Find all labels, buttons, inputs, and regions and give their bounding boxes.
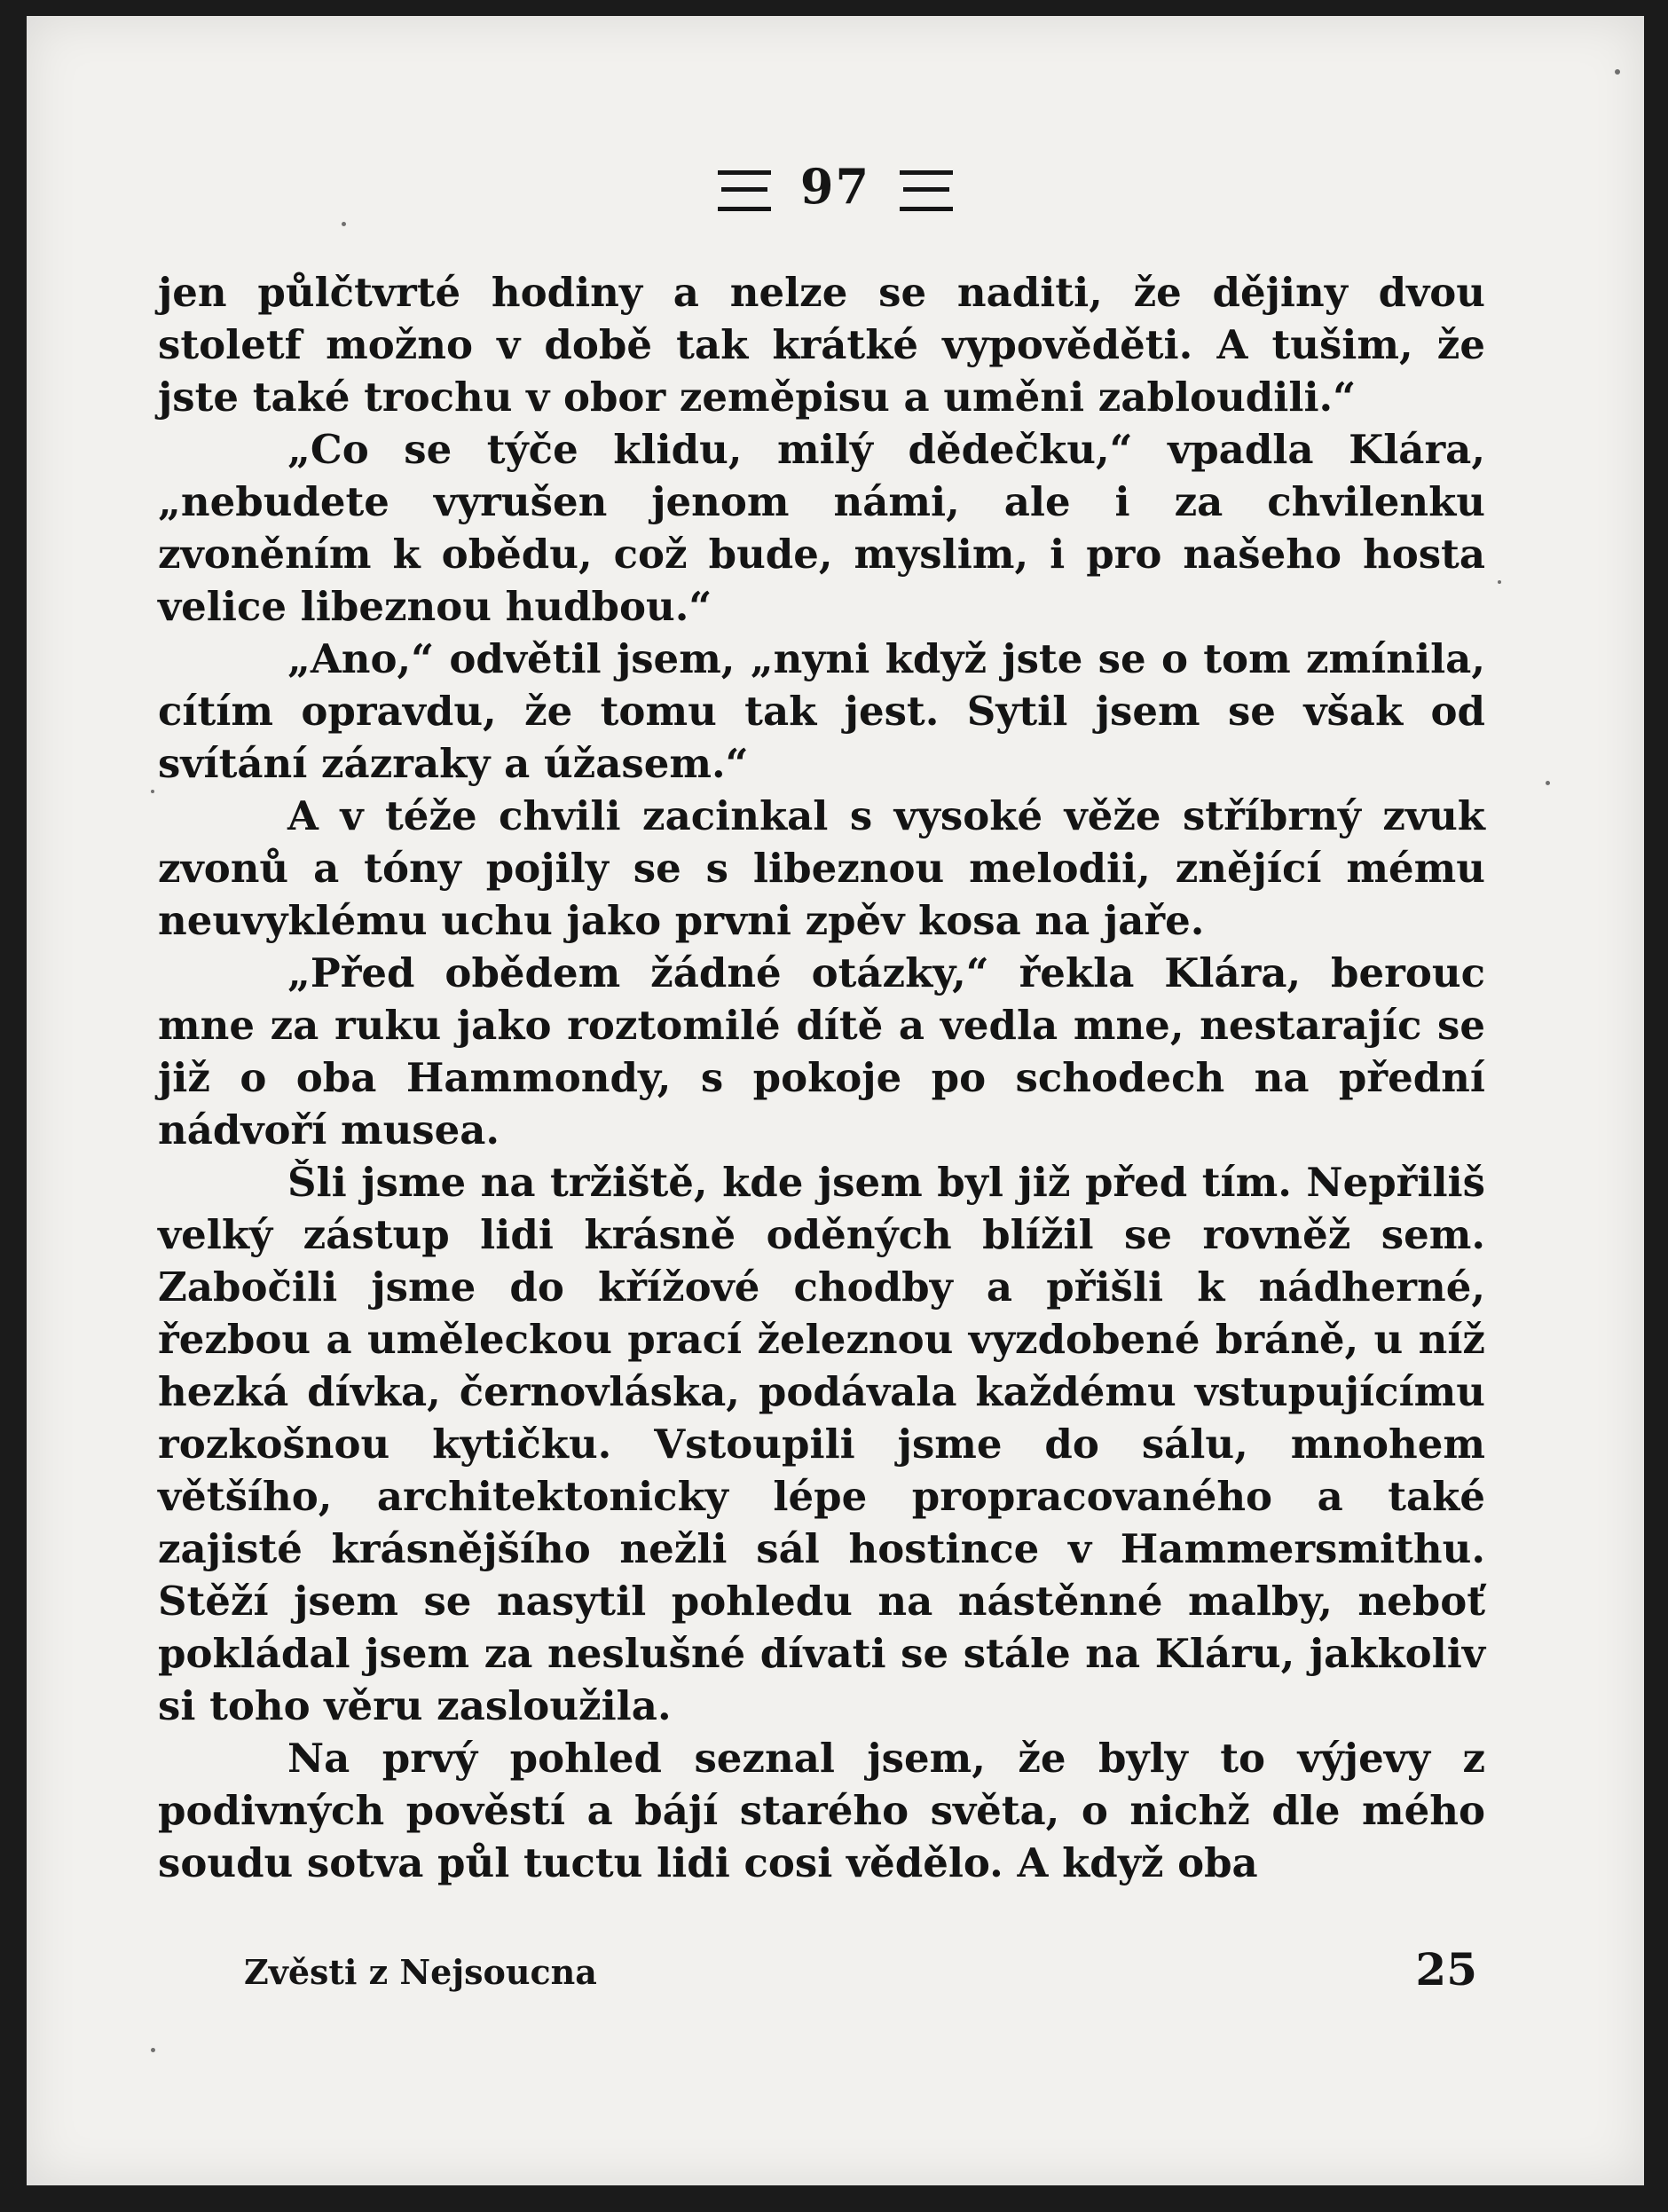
scan-speck-icon <box>151 790 154 793</box>
paragraph: Šli jsme na tržiště, kde jsem byl již před tím. Nepřiliš velký zástup lidi krásně oděných blížil se rovněž sem. Zabočili jsme do křížové chodby a přišli k nádherné, řezbou a uměleckou prací železnou vyzdobené bráně, u níž hezká dívka, černovláska, podávala každému vstupujícímu rozkošnou kytičku. Vstoupili jsme do sálu, mnohem většího, architektonicky lépe propracovaného a také zajisté krásnějšího nežli sál hostince v Hammersmithu. Stěží jsem se nasytil pohledu na nástěnné malby, neboť pokládal jsem za neslušné dívati se stále na Kláru, jakkoliv si toho věru zasloužila. <box>158 1159 1485 1729</box>
ornament-left-icon <box>718 170 771 211</box>
scan-speck-icon <box>342 222 346 226</box>
book-page <box>27 16 1644 2185</box>
scan-speck-icon <box>1498 580 1501 584</box>
signature-mark: Zvěsti z Nejsoucna <box>244 1952 597 1992</box>
paragraph: A v téže chvili zacinkal s vysoké věže stříbrný zvuk zvonů a tóny pojily se s libeznou melodii, znějící mému neuvyklému uchu jako prvni zpěv kosa na jaře. <box>158 792 1485 944</box>
page-number: 97 <box>799 158 871 215</box>
scan-speck-icon <box>151 2048 155 2052</box>
scan-speck-icon <box>1615 69 1620 75</box>
paragraph: „Co se týče klidu, milý dědečku,“ vpadla Klára, „nebudete vyrušen jenom námi, ale i za chvilenku zvoněním k obědu, což bude, myslim, i pro našeho hosta velice libeznou hudbou.“ <box>158 426 1485 630</box>
ornament-right-icon <box>900 170 953 211</box>
paragraph: „Ano,“ odvětil jsem, „nyni když jste se o tom zmínila, cítím opravdu, že tomu tak jest. Sytil jsem se však od svítání zázraky a úžasem.“ <box>158 635 1485 787</box>
body-text <box>158 266 1485 1889</box>
paragraph: jen půlčtvrté hodiny a nelze se naditi, že dějiny dvou stoletf možno v době tak krátké vypověděti. A tušim, že jste také trochu v obor zeměpisu a uměni zabloudili.“ <box>158 269 1485 421</box>
scan-speck-icon <box>1546 781 1550 785</box>
paragraph: „Před obědem žádné otázky,“ řekla Klára, berouc mne za ruku jako roztomilé dítě a vedla mne, nestarajíc se již o oba Hammondy, s pokoje po schodech na přední nádvoří musea. <box>158 949 1485 1153</box>
page-header <box>27 158 1644 215</box>
paragraph: Na prvý pohled seznal jsem, že byly to výjevy z podivných pověstí a bájí starého světa, o nichž dle mého soudu sotva půl tuctu lidi cosi vědělo. A když oba <box>158 1735 1485 1886</box>
signature-number: 25 <box>1415 1943 1477 1996</box>
